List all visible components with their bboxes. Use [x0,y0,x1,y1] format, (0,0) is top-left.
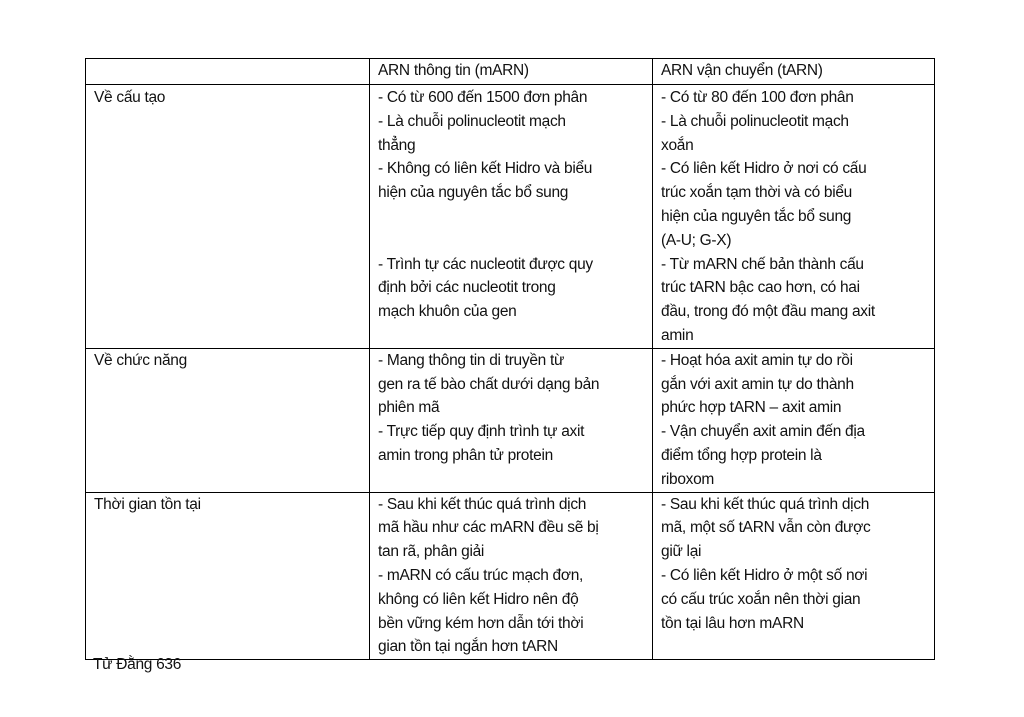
tarn-text-line: điểm tổng hợp protein là [661,446,822,464]
marn-text-line: bền vững kém hơn dẫn tới thời [378,614,584,632]
tarn-text-line: tồn tại lâu hơn mARN [661,614,804,632]
marn-text-line: thẳng [378,136,416,154]
marn-text-line: - Là chuỗi polinucleotit mạch [378,112,566,130]
tarn-text-line: - Vận chuyển axit amin đến địa [661,423,865,441]
row-label-cell [86,492,370,660]
tarn-text-line: amin [661,326,694,344]
tarn-cell [653,348,935,492]
tarn-text-line: giữ lại [661,543,702,561]
tarn-text-line: - Có liên kết Hidro ở một số nơi [661,566,868,584]
marn-cell [370,85,653,349]
comparison-table [85,58,935,660]
tarn-text-line: hiện của nguyên tắc bổ sung [661,207,852,225]
tarn-text-line: - Sau khi kết thúc quá trình dịch [661,495,870,513]
tarn-cell [653,85,935,349]
tarn-text-line: phức hợp tARN – axit amin [661,399,842,417]
marn-text-line: mạch khuôn của gen [378,303,517,321]
tarn-text-line: mã, một số tARN vẫn còn được [661,519,871,537]
marn-cell [370,348,653,492]
tarn-text-line: - Có liên kết Hidro ở nơi có cấu [661,160,867,178]
table-row [86,85,935,349]
row-label-cell [86,85,370,349]
row-label: Về cấu tạo [94,89,166,106]
tarn-text-line: riboxom [661,470,715,488]
footer-author: Tử Đằng 636 [93,656,182,673]
marn-text-line: gian tồn tại ngắn hơn tARN [378,638,558,656]
tarn-cell [653,492,935,660]
marn-text-line: amin trong phân tử protein [378,446,553,464]
marn-text-line: định bởi các nucleotit trong [378,279,556,297]
marn-text-line: mã hầu như các mARN đều sẽ bị [378,519,599,537]
header-tarn: ARN vận chuyển (tARN) [653,59,935,85]
marn-text-line: - Sau khi kết thúc quá trình dịch [378,495,587,513]
marn-text-line: gen ra tế bào chất dưới dạng bản [378,375,600,393]
row-label-cell [86,348,370,492]
table-row [86,348,935,492]
row-label: Thời gian tồn tại [94,495,201,513]
tarn-text-line: - Có từ 80 đến 100 đơn phân [661,89,854,106]
header-empty [86,59,370,85]
marn-text-line: - mARN có cấu trúc mạch đơn, [378,566,584,584]
tarn-text-line: có cấu trúc xoắn nên thời gian [661,590,861,608]
tarn-text-line: trúc tARN bậc cao hơn, có hai [661,279,860,297]
tarn-text-line: trúc xoắn tạm thời và có biểu [661,184,853,202]
marn-text-line: phiên mã [378,399,440,417]
tarn-text-line: - Là chuỗi polinucleotit mạch [661,112,849,130]
marn-text-line: - Không có liên kết Hidro và biểu [378,160,593,178]
marn-cell [370,492,653,660]
marn-text-line: hiện của nguyên tắc bổ sung [378,184,569,202]
marn-text-line: - Có từ 600 đến 1500 đơn phân [378,89,588,106]
row-label: Về chức năng [94,351,187,369]
header-row [86,59,935,85]
tarn-text-line: - Hoạt hóa axit amin tự do rồi [661,351,853,369]
marn-text-line: - Mang thông tin di truyền từ [378,351,565,369]
tarn-text-line: đầu, trong đó một đầu mang axit [661,303,875,321]
marn-text-line: - Trình tự các nucleotit được quy [378,255,593,273]
tarn-text-line: gắn với axit amin tự do thành [661,375,854,393]
marn-text-line: tan rã, phân giải [378,543,485,561]
marn-text-line: không có liên kết Hidro nên độ [378,590,579,608]
tarn-text-line: xoắn [661,136,694,154]
tarn-text-line: (A-U; G-X) [661,231,732,249]
header-marn: ARN thông tin (mARN) [370,59,653,85]
marn-text-line: - Trực tiếp quy định trình tự axit [378,423,585,441]
table-row [86,492,935,660]
tarn-text-line: - Từ mARN chế bản thành cấu [661,255,864,273]
